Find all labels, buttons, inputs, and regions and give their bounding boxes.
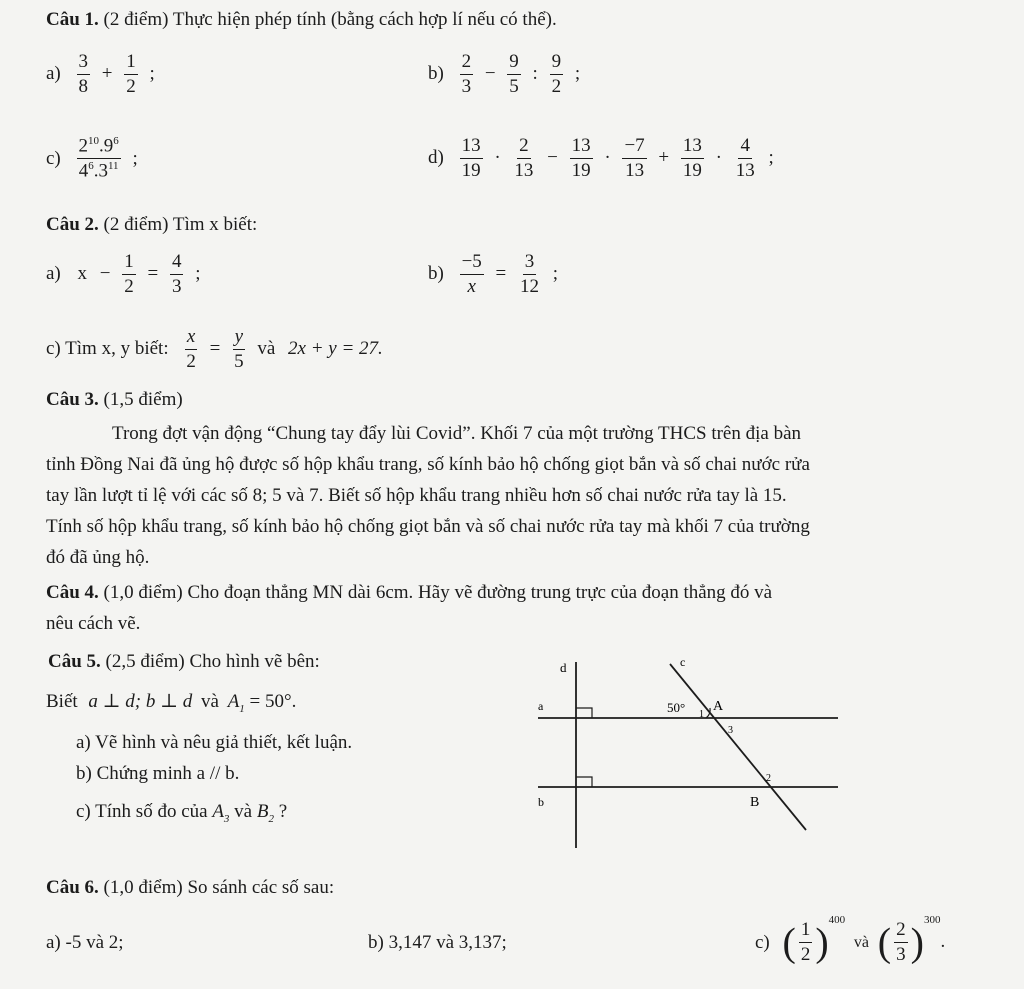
q2-c-eq: = <box>209 338 221 360</box>
q1-d-frac5: $\frac{13}{19}$ <box>682 135 702 181</box>
q6-c-frac2: $\frac{2}{3}$ <box>896 919 906 966</box>
q2-c <box>46 327 387 372</box>
q1-b-frac1: $\frac{2}{3}$ <box>461 51 472 97</box>
q6-c-and: và <box>853 933 870 951</box>
right-angle-mark-b <box>576 777 592 787</box>
q6-c-exp1: 400 <box>828 914 846 926</box>
q1-desc: (2 điểm) Thực hiện phép tính (bằng cách hợp lí nếu có thể). <box>98 9 557 30</box>
q1-d-op3: · <box>604 147 611 169</box>
q6-c: c) ( $\frac{1}{2}$ )$^{400}$ và ( $\frac{2}{3}$ )$^{300}$. <box>755 914 946 966</box>
q1-c <box>46 136 142 182</box>
label-a: a <box>538 699 544 713</box>
q5-given <box>46 690 296 715</box>
label-d: d <box>560 660 567 675</box>
q1-d-op2: − <box>547 147 558 169</box>
label-B2: 2 <box>766 773 771 784</box>
q2-a-label: a) <box>46 263 61 285</box>
q6-title <box>46 877 334 899</box>
q2-a <box>46 252 204 297</box>
q2-c-frac1: $\frac{x}{2}$ <box>186 326 196 372</box>
label-b: b <box>538 795 544 809</box>
q6-a: a) -5 và 2; <box>46 932 124 953</box>
q4-line2: nêu cách vẽ. <box>46 613 141 634</box>
q1-d-label: d) <box>428 147 444 169</box>
angle-label: 50° <box>667 700 686 715</box>
q1-title <box>46 9 557 31</box>
q5-given-and: và <box>201 691 219 712</box>
q1-d-op4: + <box>658 147 670 169</box>
q6-c-label: c) <box>755 931 770 953</box>
q1-d-op5: · <box>715 147 722 169</box>
geometry-figure <box>520 650 840 850</box>
q2-b-eq: = <box>495 263 507 285</box>
q1-d-op1: · <box>494 147 501 169</box>
q3-title <box>46 389 183 411</box>
q4-heading: Câu 4. <box>46 582 99 603</box>
q6-c-frac1: $\frac{1}{2}$ <box>800 919 811 966</box>
label-A: A <box>713 699 724 714</box>
q1-a-frac1: $\frac{3}{8}$ <box>78 51 89 97</box>
q2-a-frac2: $\frac{4}{3}$ <box>171 251 182 297</box>
q5-desc: (2,5 điểm) Cho hình vẽ bên: <box>100 651 320 672</box>
q5-heading: Câu 5. <box>48 651 101 672</box>
q2-title <box>46 214 257 236</box>
q1-a-end: ; <box>149 63 155 85</box>
q1-a-label: a) <box>46 63 61 85</box>
q5-item-a: a) Vẽ hình và nêu giả thiết, kết luận. <box>76 732 353 753</box>
q1-c-end: ; <box>132 147 138 169</box>
q2-c-frac2: $\frac{y}{5}$ <box>234 326 244 372</box>
q3-line2: tỉnh Đồng Nai đã ủng hộ được số hộp khẩu trang, số kính bảo hộ chống giọt bắn và số chai nước rửa <box>46 454 810 475</box>
q2-b-end: ; <box>552 263 559 285</box>
q3-line5: đó đã ủng hộ. <box>46 547 150 568</box>
q6-desc: (1,0 điểm) So sánh các số sau: <box>98 877 335 898</box>
q1-d-end: ; <box>768 147 774 169</box>
line-c <box>670 664 806 830</box>
q1-c-frac: $\frac{2^{10}.9^6}{4^6.3^{11}}$ <box>78 135 119 182</box>
q5-given-prefix: Biết <box>46 691 78 712</box>
q4-desc: (1,0 điểm) Cho đoạn thẳng MN dài 6cm. Hãy vẽ đường trung trực của đoạn thẳng đó và <box>98 582 773 603</box>
q1-d-frac1: $\frac{13}{19}$ <box>461 135 481 181</box>
q5-given-angle: $A_1$ <box>227 691 245 715</box>
q3-line1: Trong đợt vận động “Chung tay đẩy lùi Covid”. Khối 7 của một trường THCS trên địa bàn <box>112 423 802 444</box>
q2-a-eq: = <box>147 263 159 285</box>
q1-b-op1: − <box>484 63 496 85</box>
q2-c-and: và <box>257 338 276 360</box>
q1-d <box>428 136 778 181</box>
q3-desc: (1,5 điểm) <box>98 389 183 410</box>
q5-title <box>48 651 320 673</box>
q3-heading: Câu 3. <box>46 389 99 410</box>
q1-heading: Câu 1. <box>46 9 99 30</box>
q1-b-label: b) <box>428 63 444 85</box>
q5-item-c-b: $B_2$ <box>256 801 274 825</box>
q1-a-op: + <box>101 63 113 85</box>
q5-item-c-a: $A_3$ <box>212 801 230 825</box>
q2-a-end: ; <box>195 263 201 285</box>
q6-heading: Câu 6. <box>46 877 99 898</box>
q5-item-c-pre: c) Tính số đo của <box>76 801 208 822</box>
q2-b-frac1: $\frac{-5}{x}$ <box>461 251 482 297</box>
q2-b-label: b) <box>428 263 444 285</box>
label-A1: 1 <box>699 709 704 720</box>
q2-heading: Câu 2. <box>46 214 99 235</box>
q2-c-equation: 2x + y = 27. <box>288 338 383 360</box>
q5-item-b: b) Chứng minh a // b. <box>76 763 240 784</box>
q3-line3: tay lần lượt tỉ lệ với các số 8; 5 và 7. Biết số hộp khẩu trang nhiều hơn số chai nước rửa tay là 15. <box>46 485 787 506</box>
q5-item-c-and: và <box>234 801 253 822</box>
q5-item-c-end: ? <box>278 801 288 822</box>
q1-d-frac3: $\frac{13}{19}$ <box>571 135 591 181</box>
q1-b <box>428 52 584 97</box>
q2-b-frac2: $\frac{3}{12}$ <box>520 251 540 297</box>
label-B: B <box>750 795 760 810</box>
q1-d-frac6: $\frac{4}{13}$ <box>735 135 755 181</box>
q1-b-frac3: $\frac{9}{2}$ <box>551 51 562 97</box>
q1-a-frac2: $\frac{1}{2}$ <box>126 51 136 97</box>
q1-d-frac4: $\frac{-7}{13}$ <box>624 135 645 181</box>
q5-given-value: = 50°. <box>249 691 297 712</box>
q1-a <box>46 52 159 97</box>
q1-d-frac2: $\frac{2}{13}$ <box>514 135 534 181</box>
q1-b-end: ; <box>574 63 581 85</box>
q2-a-frac1: $\frac{1}{2}$ <box>124 251 134 297</box>
q1-b-frac2: $\frac{9}{5}$ <box>509 51 519 97</box>
q2-b <box>428 252 562 297</box>
q2-desc: (2 điểm) Tìm x biết: <box>98 214 258 235</box>
q2-a-op: − <box>99 263 111 285</box>
q6-b: b) 3,147 và 3,137; <box>368 932 507 953</box>
label-A3: 3 <box>728 725 733 736</box>
right-angle-mark-a <box>576 708 592 718</box>
q2-a-x: x <box>77 263 88 285</box>
q6-c-exp2: 300 <box>923 914 941 926</box>
q6-c-end: . <box>940 931 946 952</box>
label-c: c <box>680 655 686 669</box>
q4-title <box>46 582 772 604</box>
q1-c-label: c) <box>46 147 61 169</box>
q5-given-math: a ⊥ d; b ⊥ d <box>88 691 193 712</box>
q1-b-op2: : <box>532 63 538 85</box>
q5-item-c <box>76 801 287 825</box>
q3-line4: Tính số hộp khẩu trang, số kính bảo hộ chống giọt bắn và số chai nước rửa tay mà khối 7 của trường <box>46 516 810 537</box>
q2-c-text: c) Tìm x, y biết: <box>46 338 169 360</box>
